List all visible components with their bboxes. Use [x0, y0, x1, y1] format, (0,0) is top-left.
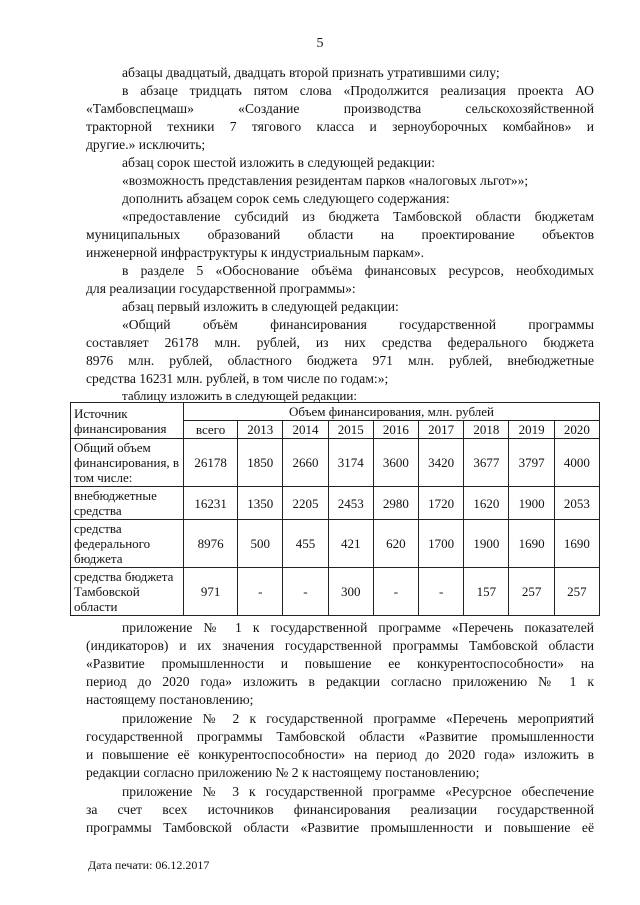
column-header: 2014: [283, 421, 328, 439]
table-cell: 1690: [509, 520, 554, 568]
paragraph-line: (индикаторов) и их значения государственной программы Тамбовской области: [86, 638, 594, 653]
table-cell: 421: [328, 520, 373, 568]
paragraph-line: «Тамбовспецмаш» «Создание производства сельскохозяйственной: [86, 101, 594, 116]
table-cell: 1350: [238, 487, 283, 520]
column-header: 2015: [328, 421, 373, 439]
paragraph-line: средства 16231 млн. рублей, в том числе по годам:»;: [86, 371, 389, 386]
table-row: [71, 487, 600, 520]
table-cell: 2660: [283, 439, 328, 487]
column-header: 2013: [238, 421, 283, 439]
table-cell: 300: [328, 568, 373, 616]
paragraph-line: «возможность представления резидентам парков «налоговых льгот»»;: [122, 173, 529, 188]
print-date: Дата печати: 06.12.2017: [88, 858, 210, 872]
table-cell: 26178: [184, 439, 238, 487]
paragraph-line: муниципальных образований области на проектирование объектов: [86, 227, 594, 242]
paragraph-line: абзац сорок шестой изложить в следующей редакции:: [122, 155, 435, 170]
table-row: [71, 568, 600, 616]
column-header: 2018: [464, 421, 509, 439]
table-cell: 3797: [509, 439, 554, 487]
table-cell: 1720: [419, 487, 464, 520]
table-cell: 2453: [328, 487, 373, 520]
paragraph-line: абзацы двадцатый, двадцать второй признать утратившими силу;: [122, 65, 500, 80]
table-cell: 257: [509, 568, 554, 616]
row-label: средства бюджета Тамбовской области: [71, 568, 184, 616]
paragraph-line: другие.» исключить;: [86, 137, 206, 152]
paragraph-line: «Развитие промышленности и повышение ее конкурентоспособности» на: [86, 656, 594, 671]
table-row: [71, 520, 600, 568]
paragraph-line: 8976 млн. рублей, областного бюджета 971 млн. рублей, внебюджетные: [86, 353, 594, 368]
table-cell: 971: [184, 568, 238, 616]
table-cell: -: [283, 568, 328, 616]
table-cell: 1700: [419, 520, 464, 568]
table-cell: 2980: [373, 487, 418, 520]
source-header: Источник финансирования: [71, 403, 184, 439]
table-cell: -: [419, 568, 464, 616]
paragraph-line: приложение № 1 к государственной программе «Перечень показателей: [122, 620, 594, 635]
paragraph-line: «Общий объём финансирования государственной программы: [122, 317, 594, 332]
paragraph-line: тракторной техники 7 тягового класса и зерноуборочных комбайнов» и: [86, 119, 594, 134]
table-cell: 1690: [554, 520, 599, 568]
paragraph-line: абзац первый изложить в следующей редакции:: [122, 299, 399, 314]
table-cell: 157: [464, 568, 509, 616]
page-number: 5: [316, 36, 324, 51]
paragraph-line: инженерной инфраструктуры к индустриальным паркам».: [86, 245, 425, 260]
table-cell: 1900: [509, 487, 554, 520]
row-label: внебюджетные средства: [71, 487, 184, 520]
paragraph-line: государственной программы Тамбовской области «Развитие промышленности: [86, 729, 594, 744]
table-cell: 620: [373, 520, 418, 568]
table-cell: 8976: [184, 520, 238, 568]
volume-header: Объем финансирования, млн. рублей: [184, 403, 600, 421]
table-cell: -: [238, 568, 283, 616]
paragraph-line: дополнить абзацем сорок семь следующего содержания:: [122, 191, 450, 206]
column-header: 2016: [373, 421, 418, 439]
table-cell: 3677: [464, 439, 509, 487]
paragraph-line: для реализации государственной программы»:: [86, 281, 356, 296]
column-header: 2017: [419, 421, 464, 439]
row-label: Общий объем финансирования, в том числе:: [71, 439, 184, 487]
paragraph-line: настоящему постановлению;: [86, 692, 254, 707]
table-cell: -: [373, 568, 418, 616]
paragraph-line: за счет всех источников финансирования реализации государственной: [86, 802, 594, 817]
paragraph-line: составляет 26178 млн. рублей, из них средства федерального бюджета: [86, 335, 594, 350]
table-cell: 3174: [328, 439, 373, 487]
paragraph-line: редакции согласно приложению № 2 к настоящему постановлению;: [86, 765, 480, 780]
table-cell: 500: [238, 520, 283, 568]
table-cell: 3420: [419, 439, 464, 487]
paragraph-line: приложение № 3 к государственной программе «Ресурсное обеспечение: [122, 784, 594, 799]
paragraph-line: приложение № 2 к государственной программе «Перечень мероприятий: [122, 711, 594, 726]
table-cell: 2205: [283, 487, 328, 520]
table-cell: 2053: [554, 487, 599, 520]
table-cell: 4000: [554, 439, 599, 487]
column-header: всего: [184, 421, 238, 439]
paragraph-line: и повышение её конкурентоспособности» на период до 2020 года» изложить в: [86, 747, 594, 762]
column-header: 2019: [509, 421, 554, 439]
row-label: средства федерального бюджета: [71, 520, 184, 568]
table-cell: 1850: [238, 439, 283, 487]
table-cell: 16231: [184, 487, 238, 520]
financing-table: [70, 402, 600, 616]
paragraph-line: таблицу изложить в следующей редакции:: [122, 388, 357, 403]
table-cell: 455: [283, 520, 328, 568]
paragraph-line: в абзаце тридцать пятом слова «Продолжится реализация проекта АО: [122, 83, 594, 98]
paragraph-line: период до 2020 года» изложить в редакции согласно приложению № 1 к: [86, 674, 594, 689]
table-cell: 257: [554, 568, 599, 616]
table-cell: 1900: [464, 520, 509, 568]
table-cell: 3600: [373, 439, 418, 487]
column-header: 2020: [554, 421, 599, 439]
table-cell: 1620: [464, 487, 509, 520]
paragraph-line: «предоставление субсидий из бюджета Тамбовской области бюджетам: [122, 209, 594, 224]
paragraph-line: программы Тамбовской области «Развитие промышленности и повышение её: [86, 820, 594, 835]
paragraph-line: в разделе 5 «Обоснование объёма финансовых ресурсов, необходимых: [122, 263, 594, 278]
table-row: [71, 439, 600, 487]
